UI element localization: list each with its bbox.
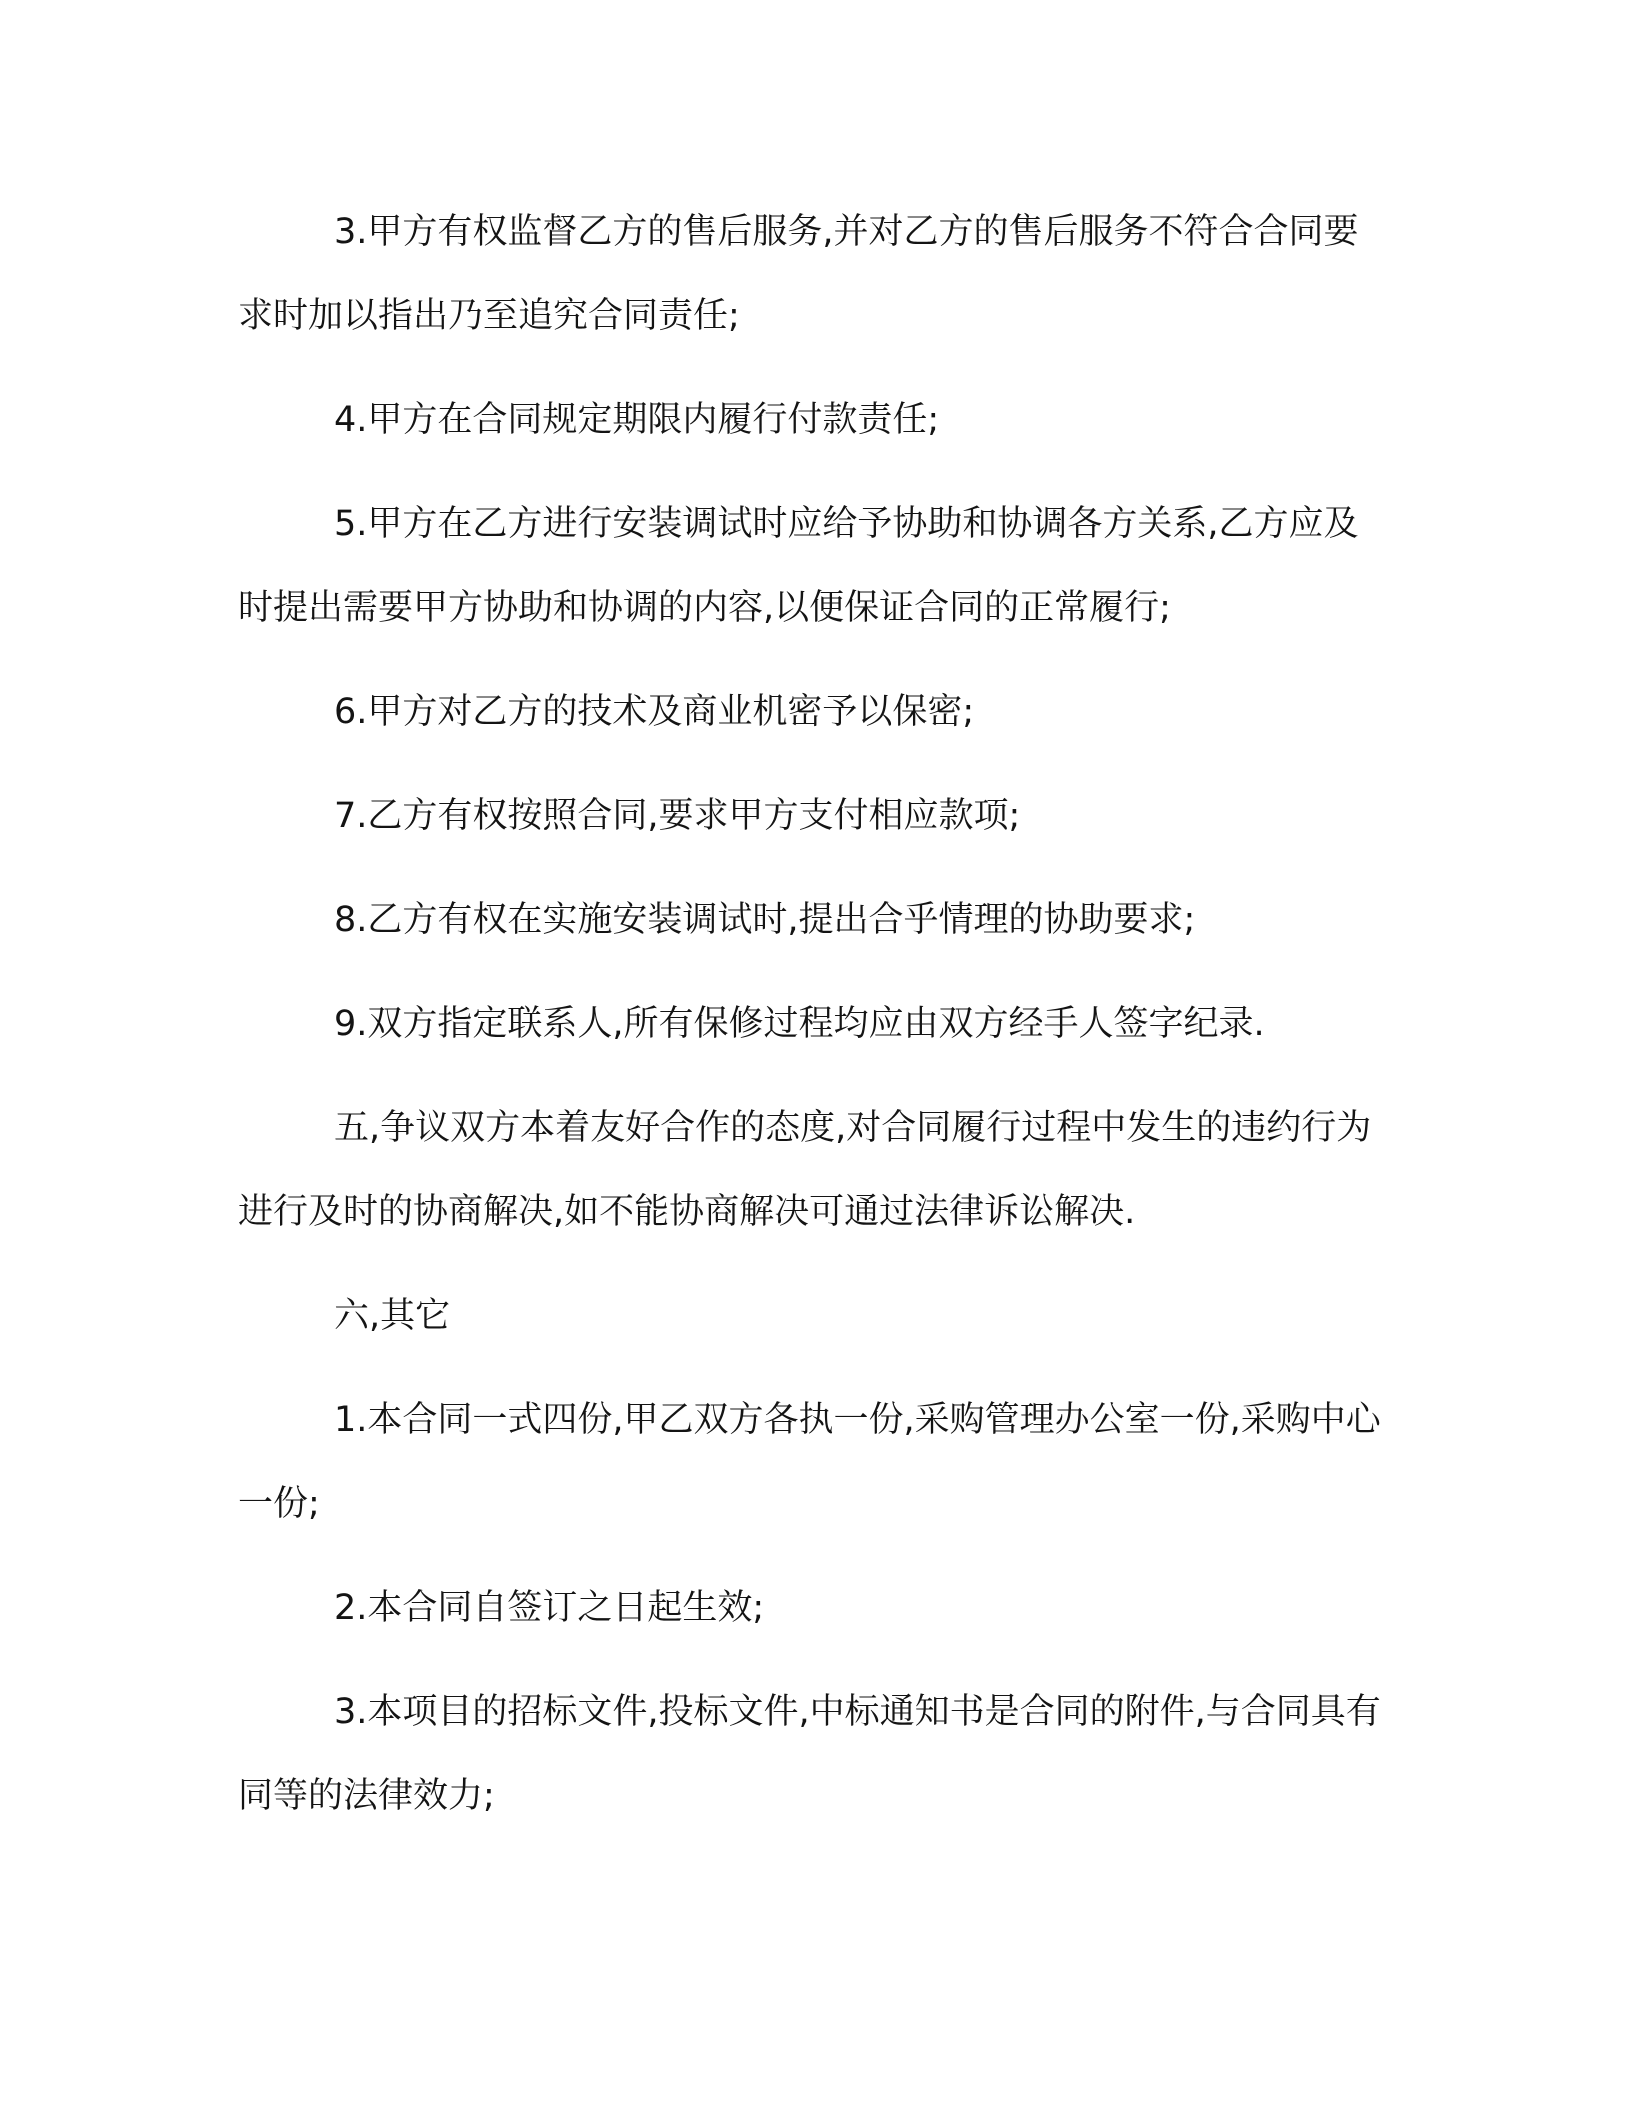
paragraph-clause-7-payment-request: 7.乙方有权按照合同,要求甲方支付相应款项; [334,796,1021,836]
paragraph-other-3-attachments: 3.本项目的招标文件,投标文件,中标通知书是合同的附件,与合同具有同等的法律效力; [238,1692,1381,1816]
paragraph-clause-6-confidentiality: 6.甲方对乙方的技术及商业机密予以保密; [334,692,975,732]
paragraph-clause-8-assistance-request: 8.乙方有权在实施安装调试时,提出合乎情理的协助要求; [334,900,1196,940]
heading-section-6-other: 六,其它 [334,1296,451,1336]
paragraph-clause-3-supervise-after-sales: 3.甲方有权监督乙方的售后服务,并对乙方的售后服务不符合合同要求时加以指出乃至追究合同责任; [238,212,1359,336]
paragraph-section-5-disputes: 五,争议双方本着友好合作的态度,对合同履行过程中发生的违约行为进行及时的协商解决,如不能协商解决可通过法律诉讼解决. [238,1108,1372,1232]
paragraph-clause-5-installation-assistance: 5.甲方在乙方进行安装调试时应给予协助和协调各方关系,乙方应及时提出需要甲方协助和协调的内容,以便保证合同的正常履行; [238,504,1359,628]
paragraph-clause-4-payment: 4.甲方在合同规定期限内履行付款责任; [334,400,940,440]
paragraph-clause-9-contact-person: 9.双方指定联系人,所有保修过程均应由双方经手人签字纪录. [334,1004,1265,1044]
paragraph-other-1-copies: 1.本合同一式四份,甲乙双方各执一份,采购管理办公室一份,采购中心一份; [238,1400,1381,1524]
paragraph-other-2-effective-date: 2.本合同自签订之日起生效; [334,1588,765,1628]
document-body [238,190,1388,1838]
